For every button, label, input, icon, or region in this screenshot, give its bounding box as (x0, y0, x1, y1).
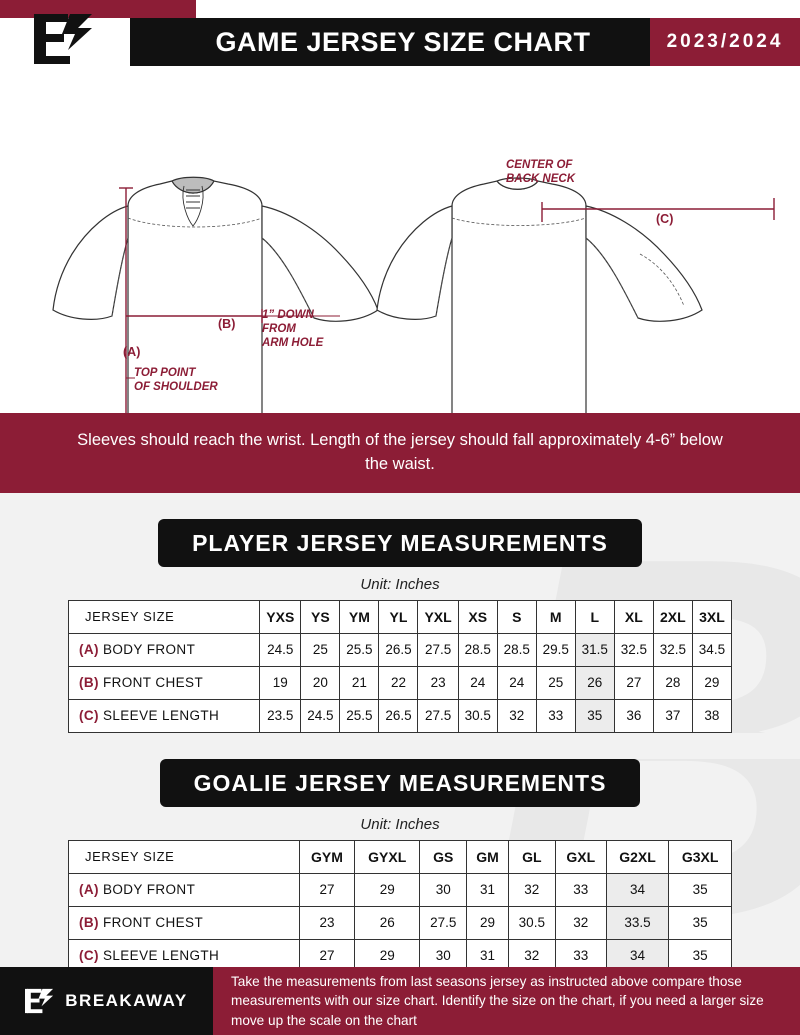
label-shoulder-line1: TOP POINT (134, 367, 196, 379)
goalie-section-banner: GOALIE JERSEY MEASUREMENTS (160, 759, 641, 807)
cell: 20 (301, 666, 340, 699)
player-section-banner: PLAYER JERSEY MEASUREMENTS (158, 519, 642, 567)
cell: 28.5 (497, 633, 536, 666)
cell: 27.5 (418, 699, 458, 732)
goalie-size-g2xl: G2XL (606, 840, 669, 873)
cell: 29 (355, 873, 420, 906)
footer-instructions: Take the measurements from last seasons jersey as instructed above compare those measurements with our size chart. Identify the size on the chart, if you need a larger size move up the scale on the chart (213, 967, 800, 1035)
player-measurements-table (68, 600, 732, 733)
label-b-marker: (B) (218, 317, 236, 331)
label-back-neck-line1: CENTER OF (506, 159, 573, 171)
player-size-ys: YS (301, 600, 340, 633)
cell: 30.5 (508, 906, 555, 939)
cell: 32.5 (653, 633, 692, 666)
cell: 31 (467, 873, 509, 906)
row-label-text: BODY FRONT (102, 642, 196, 658)
cell: 36 (614, 699, 653, 732)
cell: 31.5 (575, 633, 614, 666)
cell: 34.5 (692, 633, 731, 666)
cell: 24 (497, 666, 536, 699)
table-row (69, 633, 732, 666)
goalie-size-gym: GYM (299, 840, 355, 873)
player-row-label-b (69, 666, 260, 699)
goalie-row-label-b (69, 906, 300, 939)
cell: 25.5 (340, 633, 379, 666)
player-size-yxl: YXL (418, 600, 458, 633)
cell: 27.5 (418, 633, 458, 666)
cell: 26.5 (379, 699, 418, 732)
player-banner-wrap (0, 519, 800, 567)
row-tag-b: (B) (79, 915, 99, 931)
row-tag-c: (C) (79, 948, 99, 964)
cell: 29 (467, 906, 509, 939)
player-size-2xl: 2XL (653, 600, 692, 633)
cell: 27 (299, 873, 355, 906)
cell: 30 (420, 939, 467, 972)
goalie-row-label-a (69, 873, 300, 906)
cell: 23 (299, 906, 355, 939)
label-armhole-line2: FROM (262, 323, 296, 335)
season-badge: 2023/2024 (650, 18, 800, 66)
cell: 35 (575, 699, 614, 732)
row-tag-b: (B) (79, 675, 99, 691)
cell: 32.5 (614, 633, 653, 666)
goalie-size-gs: GS (420, 840, 467, 873)
cell: 26.5 (379, 633, 418, 666)
page-header (0, 0, 800, 78)
cell: 25 (536, 666, 575, 699)
cell: 29 (355, 939, 420, 972)
goalie-measurements-table (68, 840, 732, 973)
table-header-row (69, 840, 732, 873)
cell: 35 (669, 906, 732, 939)
cell: 24 (458, 666, 497, 699)
cell: 32 (555, 906, 606, 939)
cell: 33 (536, 699, 575, 732)
cell: 26 (355, 906, 420, 939)
cell: 24.5 (301, 699, 340, 732)
breakaway-b-logo-icon (25, 984, 55, 1018)
table-row (69, 873, 732, 906)
cell: 25 (301, 633, 340, 666)
table-row (69, 699, 732, 732)
label-armhole-line1: 1” DOWN (262, 309, 314, 321)
cell: 33 (555, 873, 606, 906)
row-label-text: FRONT CHEST (102, 915, 204, 931)
player-size-xl: XL (614, 600, 653, 633)
table-header-row (69, 600, 732, 633)
player-row-label-c (69, 699, 260, 732)
row-tag-c: (C) (79, 708, 99, 724)
cell: 23 (418, 666, 458, 699)
row-tag-a: (A) (79, 642, 99, 658)
cell: 32 (497, 699, 536, 732)
cell: 27 (299, 939, 355, 972)
cell: 28 (653, 666, 692, 699)
cell: 23.5 (260, 699, 301, 732)
cell: 22 (379, 666, 418, 699)
cell: 33 (555, 939, 606, 972)
player-size-header: JERSEY SIZE (69, 600, 260, 633)
cell: 28.5 (458, 633, 497, 666)
goalie-banner-wrap (0, 759, 800, 807)
player-row-label-a (69, 633, 260, 666)
player-size-l: L (575, 600, 614, 633)
player-size-yxs: YXS (260, 600, 301, 633)
cell: 32 (508, 939, 555, 972)
cell: 19 (260, 666, 301, 699)
jersey-diagram-svg (0, 78, 800, 413)
label-c-marker: (C) (656, 212, 674, 226)
player-size-xs: XS (458, 600, 497, 633)
player-size-m: M (536, 600, 575, 633)
cell: 34 (606, 939, 669, 972)
label-back-neck-line2: BACK NECK (506, 173, 575, 185)
label-shoulder-line2: OF SHOULDER (134, 381, 218, 393)
breakaway-b-logo-icon (34, 12, 96, 66)
label-a-marker: (A) (123, 345, 141, 359)
cell: 25.5 (340, 699, 379, 732)
player-unit-label: Unit: Inches (360, 575, 440, 593)
footer-brand (0, 967, 213, 1035)
spacer (0, 733, 800, 759)
cell: 35 (669, 939, 732, 972)
player-table-wrap (68, 600, 732, 733)
measurement-note: Sleeves should reach the wrist. Length of the jersey should fall approximately 4-6” below the waist. (0, 413, 800, 493)
jersey-diagram (0, 78, 800, 413)
cell: 24.5 (260, 633, 301, 666)
footer-brand-name: BREAKAWAY (65, 991, 188, 1010)
cell: 33.5 (606, 906, 669, 939)
label-armhole-line3: ARM HOLE (262, 337, 324, 349)
row-tag-a: (A) (79, 882, 99, 898)
table-row (69, 906, 732, 939)
spacer (0, 493, 800, 519)
player-size-ym: YM (340, 600, 379, 633)
row-label-text: SLEEVE LENGTH (102, 708, 220, 724)
player-size-3xl: 3XL (692, 600, 731, 633)
cell: 38 (692, 699, 731, 732)
cell: 31 (467, 939, 509, 972)
brand-logo (0, 0, 130, 78)
goalie-size-header: JERSEY SIZE (69, 840, 300, 873)
cell: 35 (669, 873, 732, 906)
cell: 27 (614, 666, 653, 699)
goalie-size-gm: GM (467, 840, 509, 873)
goalie-size-gxl: GXL (555, 840, 606, 873)
goalie-table-wrap (68, 840, 732, 973)
goalie-size-gl: GL (508, 840, 555, 873)
cell: 26 (575, 666, 614, 699)
cell: 32 (508, 873, 555, 906)
cell: 37 (653, 699, 692, 732)
cell: 27.5 (420, 906, 467, 939)
player-size-s: S (497, 600, 536, 633)
row-label-text: FRONT CHEST (102, 675, 204, 691)
row-label-text: BODY FRONT (102, 882, 196, 898)
cell: 30.5 (458, 699, 497, 732)
page-footer (0, 967, 800, 1035)
player-size-yl: YL (379, 600, 418, 633)
goalie-size-g3xl: G3XL (669, 840, 732, 873)
goalie-size-gyxl: GYXL (355, 840, 420, 873)
cell: 21 (340, 666, 379, 699)
table-row (69, 666, 732, 699)
goalie-unit-label: Unit: Inches (360, 815, 440, 833)
cell: 34 (606, 873, 669, 906)
row-label-text: SLEEVE LENGTH (102, 948, 220, 964)
cell: 29 (692, 666, 731, 699)
cell: 30 (420, 873, 467, 906)
page-title: GAME JERSEY SIZE CHART (215, 26, 591, 57)
cell: 29.5 (536, 633, 575, 666)
